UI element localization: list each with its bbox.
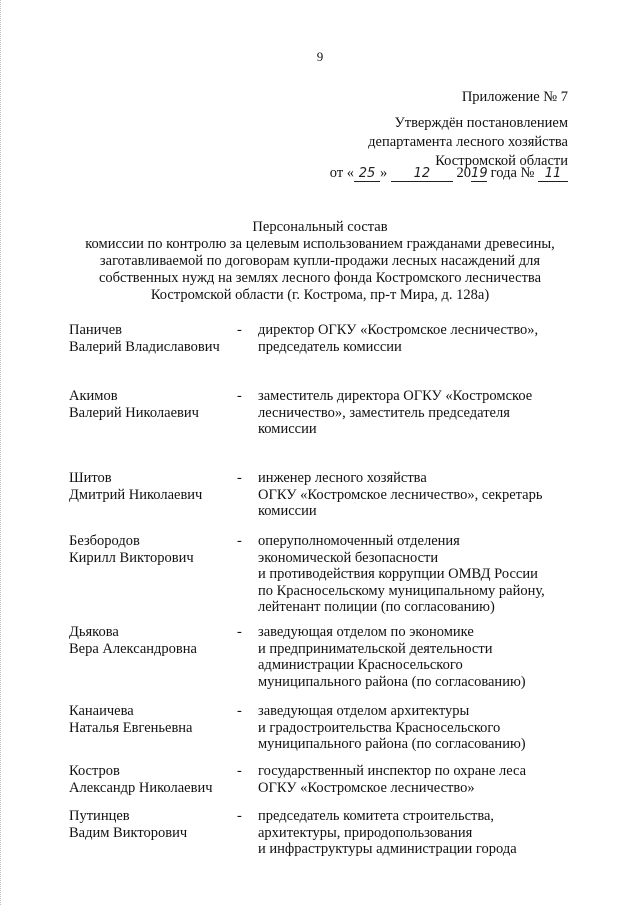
member-role: инженер лесного хозяйства ОГКУ «Костромское лесничество», секретарь комиссии (258, 470, 543, 519)
member-dash: - (237, 322, 242, 338)
approval-line-3: Костромской области (435, 153, 568, 169)
date-number-label: года № (490, 165, 535, 181)
member-role: заведующая отделом по экономике и предпринимательской деятельности администрации Красносельского муниципального района (по согласованию) (258, 624, 526, 690)
approval-line-2: департамента лесного хозяйства (368, 134, 568, 150)
page-edge-border (0, 0, 4, 905)
title-line-5: Костромской области (г. Кострома, пр-т Мира, д. 128а) (150, 287, 490, 303)
member-name (69, 533, 237, 624)
page-number: 9 (316, 49, 324, 64)
date-day: 25 (354, 166, 380, 182)
member-role: директор ОГКУ «Костромское лесничество», председатель комиссии (258, 322, 539, 355)
member-given-name: Валерий Николаевич (69, 404, 199, 421)
date-year-prefix: 20 (456, 165, 472, 181)
member-given-name: Вадим Викторович (69, 824, 188, 841)
member-row (69, 533, 569, 624)
member-role: председатель комитета строительства, архитектуры, природопользования и инфраструктуры администрации города (258, 808, 517, 857)
date-year: 19 (471, 166, 488, 181)
appendix-label: Приложение № 7 (461, 89, 568, 105)
title-line-1: Персональный состав (252, 219, 388, 235)
member-role: заместитель директора ОГКУ «Костромское лесничество», заместитель председателя комиссии (258, 388, 533, 437)
member-given-name: Дмитрий Николаевич (69, 486, 203, 503)
member-given-name: Вера Александровна (69, 640, 197, 657)
member-role: заведующая отделом архитектуры и градостроительства Красносельского муниципального района (по согласованию) (258, 703, 526, 752)
member-row (69, 703, 569, 763)
date-month: 12 (391, 166, 453, 182)
member-row (69, 763, 569, 808)
member-role: государственный инспектор по охране леса ОГКУ «Костромское лесничество» (258, 763, 527, 796)
member-row (69, 624, 569, 703)
member-dash: - (237, 388, 242, 404)
member-name (69, 763, 237, 808)
member-name (69, 624, 237, 703)
member-surname: Дьякова (69, 624, 119, 640)
document-title (60, 219, 580, 304)
member-surname: Паничев (69, 322, 123, 338)
member-row (69, 808, 569, 864)
member-surname: Шитов (69, 470, 112, 486)
date-sep: » (380, 165, 388, 181)
member-surname: Безбородов (69, 533, 140, 549)
member-role: оперуполномоченный отделения экономической безопасности и противодействия коррупции ОМВД России по Красносельскому муниципальному району, лейтенант полиции (по согласованию) (258, 533, 545, 615)
title-line-3: заготавливаемой по договорам купли-продажи лесных насаждений для (99, 253, 541, 269)
member-row (69, 388, 569, 470)
members-list (69, 322, 569, 864)
approval-block (308, 88, 568, 171)
member-name (69, 388, 237, 470)
member-row (69, 322, 569, 388)
member-name (69, 322, 237, 388)
date-prefix: от « (329, 165, 355, 181)
approval-date-line (330, 165, 568, 182)
member-dash: - (237, 763, 242, 779)
member-name (69, 470, 237, 533)
member-given-name: Наталья Евгеньевна (69, 719, 193, 736)
member-name (69, 808, 237, 864)
member-given-name: Александр Николаевич (69, 779, 213, 796)
title-line-2: комиссии по контролю за целевым использованием гражданами древесины, (85, 236, 555, 252)
member-surname: Костров (69, 763, 120, 779)
member-surname: Путинцев (69, 808, 130, 824)
member-dash: - (237, 624, 242, 640)
member-dash: - (237, 533, 242, 549)
member-name (69, 703, 237, 763)
member-dash: - (237, 703, 242, 719)
title-line-4: собственных нужд на землях лесного фонда Костромского лесничества (98, 270, 542, 286)
member-dash: - (237, 808, 242, 824)
member-row (69, 470, 569, 533)
member-surname: Канаичева (69, 703, 134, 719)
member-surname: Акимов (69, 388, 118, 404)
member-given-name: Кирилл Викторович (69, 549, 194, 566)
member-given-name: Валерий Владиславович (69, 338, 220, 355)
date-number: 11 (538, 166, 568, 182)
approval-line-1: Утверждён постановлением (394, 115, 568, 131)
member-dash: - (237, 470, 242, 486)
